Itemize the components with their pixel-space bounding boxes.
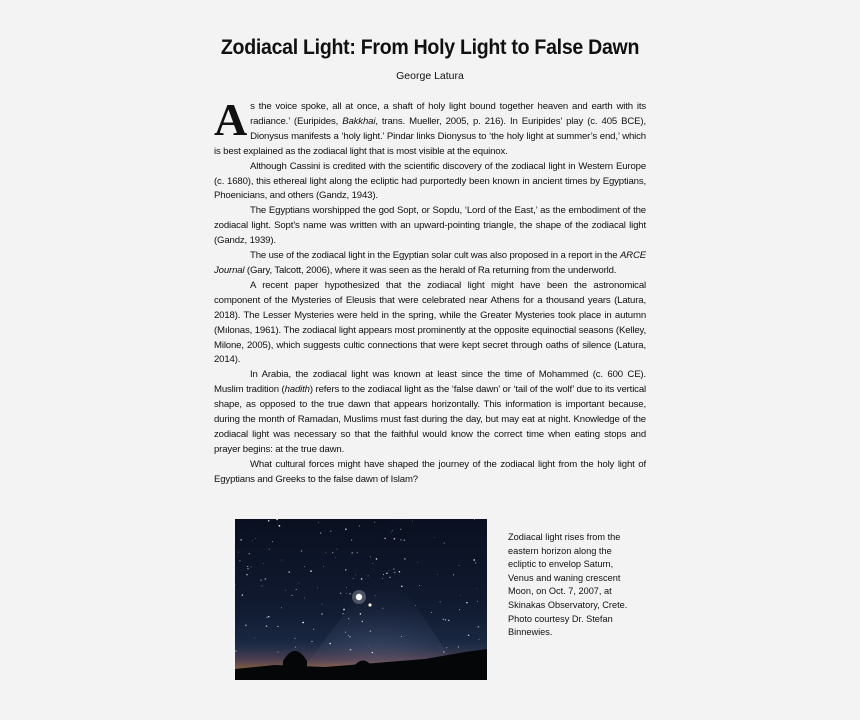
star xyxy=(251,567,252,568)
star xyxy=(368,646,369,647)
star xyxy=(382,608,383,609)
star xyxy=(252,540,253,541)
paragraph-text-run: (Gary, Talcott, 2006), where it was seen as the herald of Ra returning from the underworld. xyxy=(244,264,617,276)
star xyxy=(419,585,420,586)
star xyxy=(255,538,256,539)
star xyxy=(400,520,401,521)
star xyxy=(320,532,321,533)
star xyxy=(349,636,350,637)
star xyxy=(394,572,396,574)
star xyxy=(282,560,283,561)
paragraph-text-run: ARCE Journal xyxy=(214,250,646,276)
star xyxy=(235,650,236,651)
star xyxy=(239,560,240,561)
star xyxy=(458,565,459,566)
star xyxy=(440,601,441,602)
star xyxy=(329,643,331,645)
star xyxy=(343,609,345,611)
star xyxy=(368,576,369,577)
star xyxy=(345,569,346,570)
star xyxy=(361,578,363,580)
star xyxy=(404,558,406,560)
star xyxy=(384,538,385,539)
star xyxy=(263,563,264,564)
star xyxy=(246,574,247,575)
star xyxy=(479,639,480,640)
star xyxy=(321,613,322,614)
star xyxy=(401,636,402,637)
star xyxy=(443,651,445,653)
star xyxy=(383,574,384,575)
star xyxy=(468,634,470,636)
zodiacal-light-photo xyxy=(235,519,487,680)
star xyxy=(376,558,378,560)
paragraph-text-run: Bakkhai xyxy=(342,115,376,127)
star xyxy=(473,559,475,561)
star xyxy=(375,595,376,596)
star xyxy=(400,539,401,540)
star xyxy=(400,529,401,530)
star xyxy=(302,622,304,624)
star xyxy=(345,632,346,633)
star xyxy=(392,530,393,531)
star xyxy=(313,629,314,630)
star xyxy=(443,619,444,620)
star xyxy=(372,652,373,653)
paragraph-text-run: The use of the zodiacal light in the Egyptian solar cult was also proposed in a report in the xyxy=(250,250,620,262)
star xyxy=(349,593,351,595)
star xyxy=(444,543,445,544)
star xyxy=(415,605,416,606)
star xyxy=(332,552,333,553)
star xyxy=(388,571,389,572)
star xyxy=(247,568,248,569)
paragraph xyxy=(214,94,646,160)
star xyxy=(295,638,296,639)
star xyxy=(437,574,438,575)
star xyxy=(391,532,392,533)
star xyxy=(277,652,278,653)
paragraph-text-run: In Arabia, the zodiacal light was known at least since the time of Mohammed (c. 600 CE). Muslim tradition ( xyxy=(214,369,646,396)
article-title: Zodiacal Light: From Holy Light to False Dawn xyxy=(220,36,640,59)
star xyxy=(235,584,236,585)
star xyxy=(266,625,268,627)
star xyxy=(348,635,349,636)
star xyxy=(304,566,305,567)
paragraph-text-run: s the voice spoke, all at once, a shaft of holy light bound together heaven and earth with its radiance.’ (Euripides, xyxy=(250,101,646,127)
star xyxy=(277,626,278,627)
star xyxy=(360,613,362,615)
star xyxy=(277,524,278,525)
star xyxy=(242,594,243,595)
star xyxy=(445,619,446,620)
star xyxy=(351,540,352,541)
star xyxy=(272,541,273,542)
star xyxy=(346,593,347,594)
star xyxy=(353,578,354,579)
star xyxy=(317,588,318,589)
star xyxy=(335,557,336,558)
star xyxy=(374,522,375,523)
star xyxy=(448,620,449,621)
paragraph xyxy=(214,458,646,488)
star xyxy=(350,649,352,651)
star xyxy=(382,578,383,579)
star xyxy=(357,552,358,553)
paragraph-text-run: hadith xyxy=(284,384,310,396)
paragraph xyxy=(214,204,646,249)
article-body xyxy=(214,94,646,488)
night-sky-illustration xyxy=(235,519,487,680)
star xyxy=(266,616,268,618)
star xyxy=(247,566,248,567)
star xyxy=(269,549,270,550)
star xyxy=(330,531,331,532)
star xyxy=(322,604,323,605)
star xyxy=(355,575,356,576)
drop-cap: A xyxy=(214,94,248,145)
star xyxy=(475,562,476,563)
star xyxy=(323,566,324,567)
star xyxy=(399,571,401,573)
paragraph xyxy=(214,279,646,368)
star xyxy=(370,630,372,632)
star xyxy=(261,585,262,586)
star xyxy=(260,579,262,581)
star xyxy=(295,647,296,648)
star xyxy=(417,562,418,563)
star xyxy=(453,574,454,575)
star xyxy=(311,641,312,642)
star xyxy=(268,616,269,617)
star xyxy=(459,609,460,610)
star xyxy=(254,638,255,639)
star xyxy=(340,593,341,594)
star xyxy=(240,539,241,540)
star xyxy=(238,552,239,553)
star xyxy=(276,519,278,520)
star xyxy=(288,571,289,572)
star xyxy=(310,570,312,572)
paragraph-text-run: , trans. Mueller, 2005, p. 216). In Euripides’ play (c. 405 BCE), Dionysus manifests a ‘holy light.’ Pindar links Dionysus to ‘the holy light at summer’s end,’ which is best explained as the zodiacal light that is most visible at the equinox. xyxy=(214,115,646,157)
star xyxy=(477,601,478,602)
star xyxy=(265,578,267,580)
paragraph xyxy=(214,249,646,279)
star xyxy=(291,595,292,596)
star xyxy=(393,569,394,570)
star xyxy=(431,612,432,613)
paragraph-text-run: The Egyptians worshipped the god Sopt, or Sopdu, ‘Lord of the East,’ as the embodiment of the zodiacal light. Sopt’s name was written with an upward-pointing triangle, the shape of the zodiacal light (Gandz, 1939). xyxy=(214,205,646,247)
star xyxy=(351,552,353,554)
paragraph xyxy=(214,160,646,205)
star xyxy=(348,618,349,619)
star xyxy=(476,588,477,589)
star xyxy=(268,520,270,522)
star xyxy=(362,621,363,622)
star xyxy=(325,552,326,553)
star xyxy=(245,624,247,626)
paragraph-text-run: Although Cassini is credited with the scientific discovery of the zodiacal light in Western Europe (c. 1680), this ethereal light along the ecliptic had purportedly been known in ancient times by Egyptians, Phoenicians, and others (Gandz, 1943). xyxy=(214,160,646,202)
paragraph-text-run: What cultural forces might have shaped the journey of the zodiacal light from the holy light of Egyptians and Greeks to the false dawn of Islam? xyxy=(214,458,646,485)
star xyxy=(373,563,374,564)
photo-caption: Zodiacal light rises from the eastern horizon along the ecliptic to envelop Saturn, Venus and waning crescent Moon, on Oct. 7, 2007, at Skinakas Observatory, Crete. Photo courtesy Dr. Stefan Binnewies. xyxy=(508,532,628,638)
star xyxy=(370,556,371,557)
star xyxy=(299,583,300,584)
star xyxy=(279,525,281,527)
star xyxy=(304,598,305,599)
star xyxy=(460,595,461,596)
star xyxy=(359,526,360,527)
star xyxy=(458,646,459,647)
star xyxy=(474,519,475,520)
star xyxy=(412,521,413,522)
star xyxy=(401,585,403,587)
star xyxy=(404,540,405,541)
star xyxy=(281,607,282,608)
paragraph-text-run: ) refers to the zodiacal light as the ‘false dawn’ or ‘tail of the wolf’ due to its vertical shape, as opposed to the true dawn that appears horizontally. This information is important because, during the month of Ramadan, Muslims must fast during the day, but may eat at night. Knowledge of the zodiacal light was necessary so that the faithful would know the correct time when eating stops and prayer begins: at the true dawn. xyxy=(214,384,646,455)
star xyxy=(296,589,297,590)
star xyxy=(446,647,447,648)
star xyxy=(302,648,303,649)
article-author: George Latura xyxy=(396,70,464,82)
star xyxy=(346,587,347,588)
paragraph xyxy=(214,368,646,457)
star xyxy=(249,553,250,554)
star xyxy=(301,550,303,552)
star xyxy=(389,577,390,578)
star xyxy=(342,613,344,615)
star xyxy=(285,590,286,591)
star xyxy=(336,549,337,550)
star xyxy=(394,538,396,540)
paragraph-text-run: A recent paper hypothesized that the zodiacal light might have been the astronomical component of the Mysteries of Eleusis that were celebrated near Athens for a thousand years (Latura, 2018). The Lesser Mysteries were held in the spring, while the Greater Mysteries took place in autumn (Mılonas, 1961). The zodiacal light appears most prominently at the opposite equinoctial seasons (Kelley, Milone, 2005), which suggests cultic connections that were kept secret through oaths of silence (Latura, 2014). xyxy=(214,279,646,366)
star xyxy=(345,528,347,530)
star xyxy=(318,522,319,523)
star xyxy=(478,626,480,628)
star xyxy=(386,572,388,574)
star xyxy=(309,653,310,654)
star xyxy=(434,537,435,538)
star xyxy=(466,602,468,604)
